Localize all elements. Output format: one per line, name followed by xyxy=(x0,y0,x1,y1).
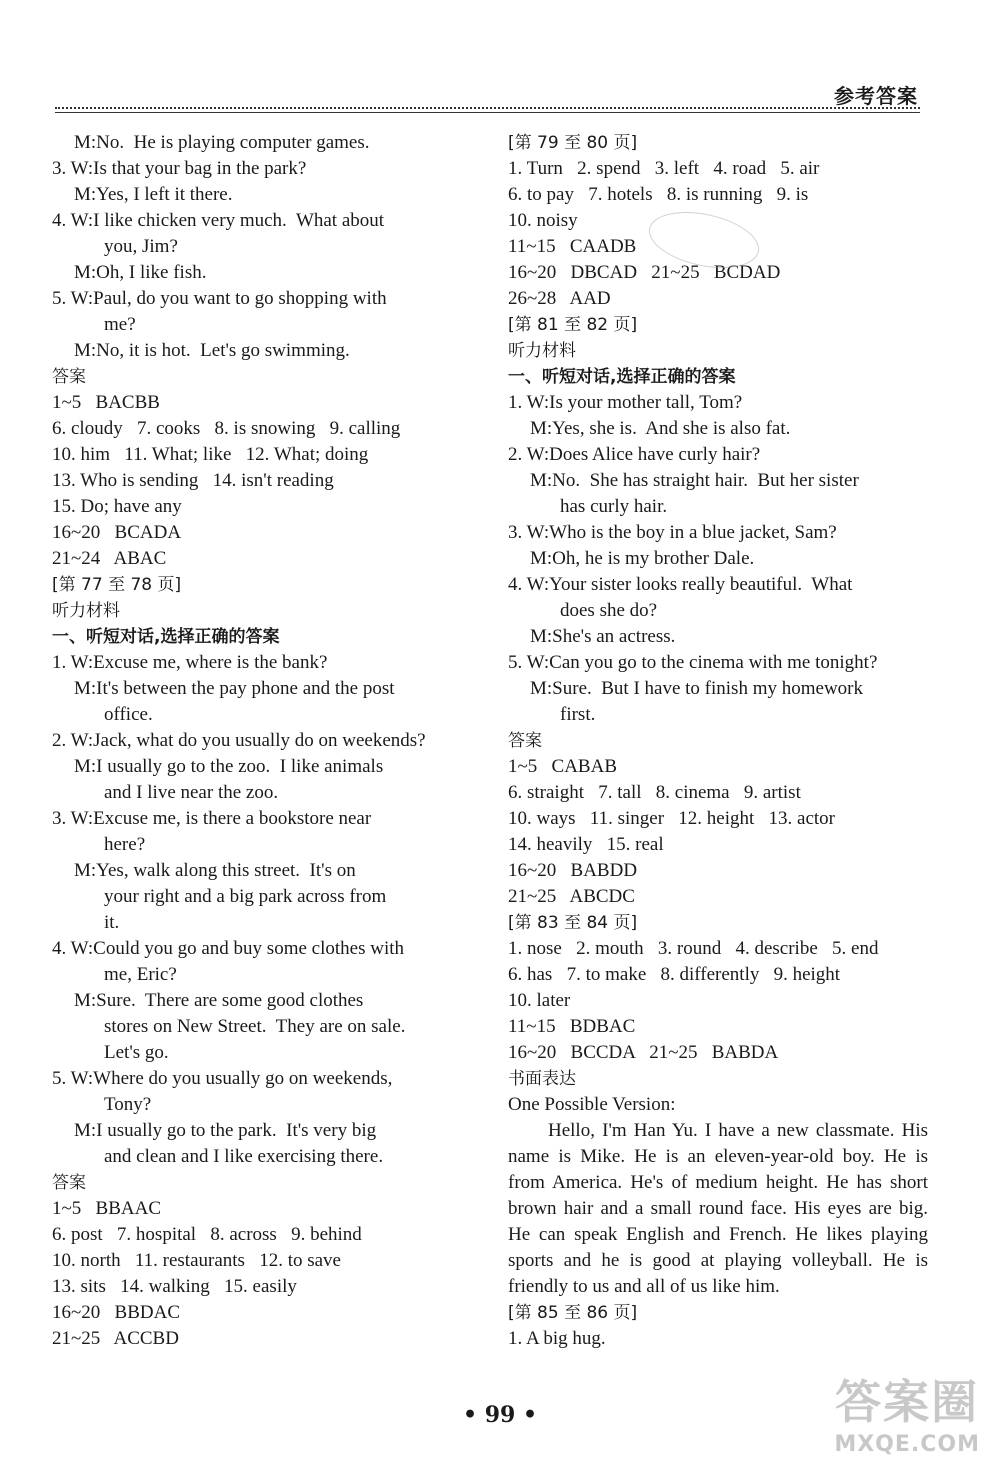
right-column-line: M:Oh, he is my brother Dale. xyxy=(530,548,755,569)
right-column-line: [第 81 至 82 页] xyxy=(508,315,638,335)
left-column-line: and I live near the zoo. xyxy=(104,782,279,803)
left-column-line: stores on New Street. They are on sale. xyxy=(104,1016,406,1037)
right-column-line: 16~20 BCCDA 21~25 BABDA xyxy=(508,1042,779,1063)
left-column-line: 4. W:Could you go and buy some clothes with xyxy=(52,938,405,959)
right-column-line: [第 83 至 84 页] xyxy=(508,913,638,933)
left-column-line: 3. W:Is that your bag in the park? xyxy=(52,158,307,179)
right-column-line: 16~20 BABDD xyxy=(508,860,638,881)
left-column-line: 听力材料 xyxy=(52,601,120,621)
right-column-tail xyxy=(508,1300,928,1352)
left-column-line: office. xyxy=(104,704,153,725)
right-column-line: 6. to pay 7. hotels 8. is running 9. is xyxy=(508,184,809,205)
right-column-line: 6. straight 7. tall 8. cinema 9. artist xyxy=(508,782,801,803)
left-column-line: M:It's between the pay phone and the post xyxy=(74,678,395,699)
left-column-line: 6. cloudy 7. cooks 8. is snowing 9. calling xyxy=(52,418,401,439)
watermark-url: MXQE.COM xyxy=(834,1432,980,1457)
right-column-line: 答案 xyxy=(508,731,542,751)
left-column-line: 答案 xyxy=(52,367,86,387)
right-column-line: M:Sure. But I have to finish my homework xyxy=(530,678,863,699)
right-column-line: 2. W:Does Alice have curly hair? xyxy=(508,444,761,465)
left-column-line: M:No. He is playing computer games. xyxy=(74,132,370,153)
left-column-line: M:I usually go to the park. It's very big xyxy=(74,1120,377,1141)
right-column-line: first. xyxy=(560,704,596,725)
left-column-line: 13. Who is sending 14. isn't reading xyxy=(52,470,334,491)
right-column-line: One Possible Version: xyxy=(508,1094,676,1115)
left-column-line: and clean and I like exercising there. xyxy=(104,1146,384,1167)
right-column-line: 听力材料 xyxy=(508,341,576,361)
left-column-line: 2. W:Jack, what do you usually do on weekends? xyxy=(52,730,426,751)
right-column-line: 5. W:Can you go to the cinema with me tonight? xyxy=(508,652,878,673)
left-column-line: me? xyxy=(104,314,136,335)
right-column-line: 书面表达 xyxy=(508,1069,576,1089)
left-column-line: 15. Do; have any xyxy=(52,496,182,517)
left-column xyxy=(52,130,472,1352)
left-column-line: 5. W:Paul, do you want to go shopping with xyxy=(52,288,387,309)
left-column-line: 10. him 11. What; like 12. What; doing xyxy=(52,444,369,465)
left-column-line: Tony? xyxy=(104,1094,152,1115)
right-column-line: 一、听短对话,选择正确的答案 xyxy=(508,367,736,387)
right-column-line: 11~15 BDBAC xyxy=(508,1016,636,1037)
right-column-lines xyxy=(508,130,928,1118)
left-column-line: your right and a big park across from xyxy=(104,886,387,907)
right-column-line: M:Yes, she is. And she is also fat. xyxy=(530,418,791,439)
left-column-line: M:Sure. There are some good clothes xyxy=(74,990,364,1011)
header-divider xyxy=(55,107,920,113)
right-column-line: 1~5 CABAB xyxy=(508,756,617,777)
right-column-line: 10. ways 11. singer 12. height 13. actor xyxy=(508,808,835,829)
left-column-line: 16~20 BCADA xyxy=(52,522,182,543)
right-column xyxy=(508,130,928,1352)
left-column-line: 3. W:Excuse me, is there a bookstore near xyxy=(52,808,372,829)
left-column-line: 答案 xyxy=(52,1173,86,1193)
left-column-line: 6. post 7. hospital 8. across 9. behind xyxy=(52,1224,362,1245)
left-column-line: M:Yes, walk along this street. It's on xyxy=(74,860,356,881)
left-column-line: here? xyxy=(104,834,146,855)
right-column-line: 1. Turn 2. spend 3. left 4. road 5. air xyxy=(508,158,820,179)
right-column-line: M:She's an actress. xyxy=(530,626,676,647)
left-column-line: M:No, it is hot. Let's go swimming. xyxy=(74,340,350,361)
left-column-line: me, Eric? xyxy=(104,964,177,985)
left-column-line: M:I usually go to the zoo. I like animals xyxy=(74,756,384,777)
right-column-line: 16~20 DBCAD 21~25 BCDAD xyxy=(508,262,781,283)
left-column-line: [第 77 至 78 页] xyxy=(52,575,182,595)
left-column-line: 一、听短对话,选择正确的答案 xyxy=(52,627,280,647)
right-column-line: has curly hair. xyxy=(560,496,668,517)
right-column-line: 11~15 CAADB xyxy=(508,236,637,257)
right-column-line: 21~25 ABCDC xyxy=(508,886,635,907)
left-column-line: 13. sits 14. walking 15. easily xyxy=(52,1276,297,1297)
right-column-line: 4. W:Your sister looks really beautiful. What xyxy=(508,574,853,595)
left-column-line: 1~5 BACBB xyxy=(52,392,160,413)
right-column-line: 1. W:Is your mother tall, Tom? xyxy=(508,392,743,413)
right-column-line: 26~28 AAD xyxy=(508,288,611,309)
right-column-line: 14. heavily 15. real xyxy=(508,834,664,855)
left-column-line: you, Jim? xyxy=(104,236,178,257)
right-column-line: 10. noisy xyxy=(508,210,578,231)
right-column-line: 10. later xyxy=(508,990,571,1011)
watermark-logo xyxy=(834,1366,980,1457)
left-column-line: M:Yes, I left it there. xyxy=(74,184,233,205)
right-column-line: does she do? xyxy=(560,600,658,621)
page-header-title: 参考答案 xyxy=(834,84,918,108)
right-column-line: M:No. She has straight hair. But her sister xyxy=(530,470,859,491)
watermark-text: 答案圈 xyxy=(835,1375,980,1429)
left-column-line: 1~5 BBAAC xyxy=(52,1198,161,1219)
right-tail-line: 1. A big hug. xyxy=(508,1328,606,1349)
left-column-line: Let's go. xyxy=(104,1042,169,1063)
right-column-line: 3. W:Who is the boy in a blue jacket, Sam? xyxy=(508,522,837,543)
left-column-line: 4. W:I like chicken very much. What about xyxy=(52,210,385,231)
right-column-line: [第 79 至 80 页] xyxy=(508,133,638,153)
left-column-line: 16~20 BBDAC xyxy=(52,1302,180,1323)
essay-paragraph: Hello, I'm Han Yu. I have a new classmate. His name is Mike. He is an eleven-year-old boy. He is from America. He's of medium height. He has short brown hair and a small round face. His eyes are big. He can speak English and French. He likes playing sports and he is good at playing volleyball. He is friendly to us and all of us like him. xyxy=(508,1120,928,1297)
left-column-line: 1. W:Excuse me, where is the bank? xyxy=(52,652,328,673)
page-number: • 99 • xyxy=(462,1402,538,1428)
right-column-line: 1. nose 2. mouth 3. round 4. describe 5. end xyxy=(508,938,879,959)
right-column-line: 6. has 7. to make 8. differently 9. height xyxy=(508,964,841,985)
left-column-line: it. xyxy=(104,912,120,933)
right-tail-line: [第 85 至 86 页] xyxy=(508,1303,638,1323)
left-column-line: 21~25 ACCBD xyxy=(52,1328,179,1349)
left-column-line: M:Oh, I like fish. xyxy=(74,262,207,283)
left-column-line: 10. north 11. restaurants 12. to save xyxy=(52,1250,341,1271)
left-column-line: 5. W:Where do you usually go on weekends, xyxy=(52,1068,393,1089)
left-column-line: 21~24 ABAC xyxy=(52,548,167,569)
